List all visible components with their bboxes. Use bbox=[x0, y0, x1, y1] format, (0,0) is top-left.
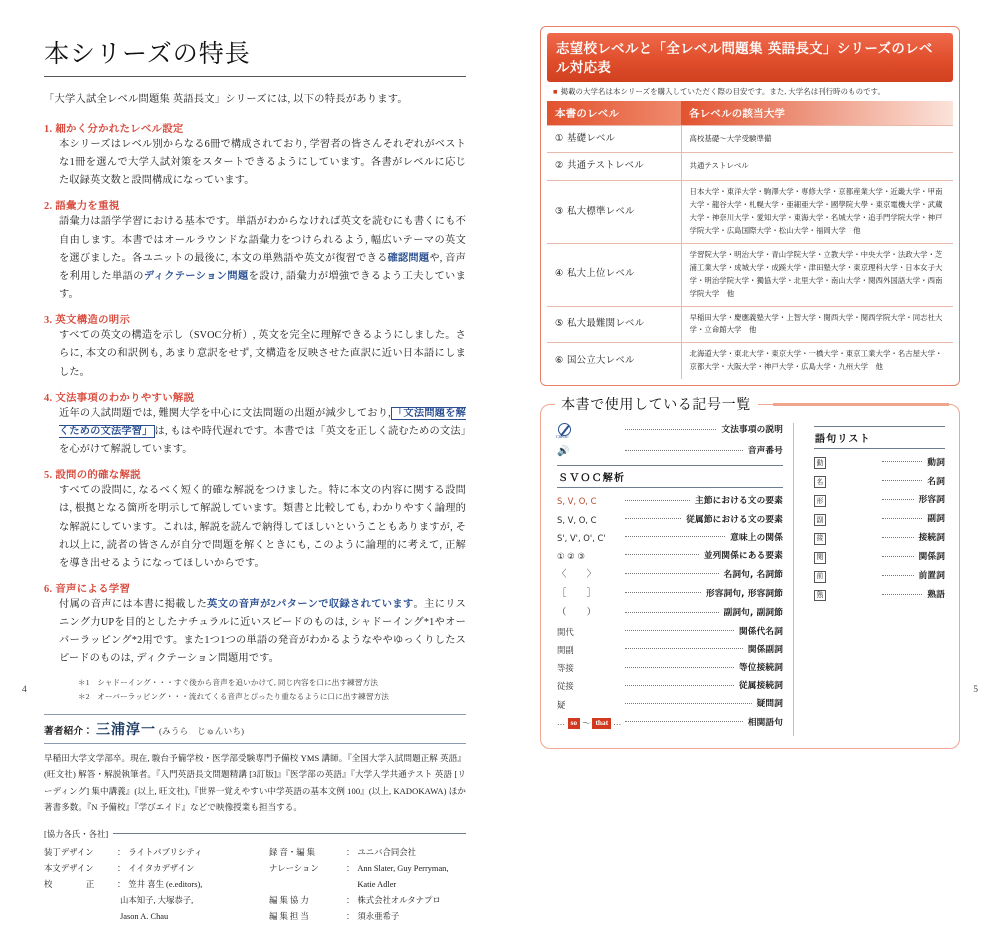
leader-dots bbox=[882, 480, 922, 481]
feature-4-body bbox=[44, 405, 466, 459]
leader-dots bbox=[625, 648, 743, 649]
credits-rule bbox=[113, 833, 466, 834]
svoc-key: S, V, O, C bbox=[557, 514, 597, 525]
vocab-value: 前置詞 bbox=[918, 571, 945, 582]
credit-value: 笠井 喜生 (e.editors), bbox=[128, 879, 203, 889]
feature-1-title: 細かく分かれたレベル設定 bbox=[55, 124, 184, 136]
credit-row bbox=[44, 861, 241, 877]
vocab-value: 動詞 bbox=[927, 457, 945, 468]
left-page bbox=[0, 0, 500, 921]
speaker-icon bbox=[557, 445, 623, 458]
page-number-left: 4 bbox=[22, 685, 27, 695]
feature-item-6 bbox=[44, 580, 466, 669]
feature-6-number: 6. bbox=[44, 583, 53, 595]
credits-columns bbox=[44, 845, 466, 925]
row-universities: 共通テストレベル bbox=[681, 153, 953, 180]
svoc-value: 意味上の関係 bbox=[730, 532, 783, 543]
footnote-2: ＊2 オーバーラッピング・・・流れてくる音声とぴったり重なるように口に出す練習方法 bbox=[78, 691, 389, 701]
correlative-prefix: … bbox=[557, 717, 566, 727]
leader-dots bbox=[625, 592, 701, 593]
kanji-box-icon: 動 bbox=[814, 457, 826, 469]
row-universities: 北海道大学・東北大学・東京大学・一橋大学・東京工業大学・名古屋大学・京都大学・大阪大学・神戸大学・広島大学・九州大学 他 bbox=[681, 343, 953, 379]
table-row bbox=[547, 243, 953, 306]
correlative-row bbox=[557, 718, 783, 729]
feature-item-3 bbox=[44, 311, 466, 381]
footnote-1: ＊1 シャドーイング・・・すぐ後から音声を追いかけて, 同じ内容を口に出す練習方法 bbox=[78, 677, 378, 687]
author-label: 著者紹介： bbox=[44, 725, 93, 737]
table-row bbox=[547, 180, 953, 243]
author-divider-bottom bbox=[44, 743, 466, 744]
svoc-value: 形容詞句, 形容詞節 bbox=[705, 588, 783, 599]
symbol-column-right bbox=[794, 423, 945, 735]
author-bio: 早稲田大学文学部卒。現在, 駿台予備学校・医学部受験専門予備校 YMS 講師。『全国大学入試問題正解 英語』(旺文社) 解答・解説執筆者。『入門英語長文問題精講 [3訂版]』『医学部の英語』『大学入学共通テスト 英語 [リーディング] 集中講義』(以上, 旺文社),『世界一覚えやすい中学英語の基本文例 100』(以上, KADOKAWA) ほか著書多数。『N 予備校』『学びエイド』などで映像授業も担当する。 bbox=[44, 752, 466, 813]
credit-row bbox=[44, 877, 241, 893]
vocab-row bbox=[814, 476, 945, 488]
speaker-glyph: 🔊 bbox=[557, 446, 570, 458]
svoc-row bbox=[557, 607, 783, 619]
level-note-text: 掲載の大学名は本シリーズを購入していただく際の目安です。また, 大学名は刊行時のものです。 bbox=[560, 87, 886, 96]
legend-value: 音声番号 bbox=[747, 446, 783, 457]
feature-1-number: 1. bbox=[44, 124, 53, 136]
credits-label: [協力各氏・各社] bbox=[44, 829, 109, 839]
leader-dots bbox=[882, 499, 914, 500]
leader-dots bbox=[625, 573, 719, 574]
feature-3-number: 3. bbox=[44, 315, 53, 327]
svoc-key: S', V', O', C' bbox=[557, 532, 606, 543]
legend-row-audio bbox=[557, 445, 783, 458]
correlative-suffix: … bbox=[613, 717, 622, 727]
feature-4-text-a: 近年の入試問題では, 難関大学を中心に文法問題の出題が減少しており, bbox=[59, 407, 391, 419]
leader-dots bbox=[625, 554, 699, 555]
row-level: ① 基礎レベル bbox=[547, 126, 681, 153]
svoc-row bbox=[557, 551, 783, 562]
symbol-column-left bbox=[557, 423, 794, 735]
svoc-value: 疑問詞 bbox=[756, 699, 783, 710]
feature-4-heading bbox=[44, 389, 466, 404]
level-table bbox=[547, 101, 953, 379]
legend-value: 文法事項の説明 bbox=[721, 425, 783, 436]
header-universities: 各レベルの該当大学 bbox=[681, 101, 953, 126]
feature-1-body: 本シリーズはレベル別からなる6冊で構成されており, 学習者の皆さんそれぞれがベストな1冊を選んで大学入試対策をスタートできるようにしています。各書がレベルに応じた収録英文数と設問構成になっています。 bbox=[59, 139, 466, 187]
svoc-key: 疑 bbox=[557, 699, 566, 710]
author-name: 三浦淳一 bbox=[95, 722, 156, 738]
leader-dots bbox=[625, 667, 734, 668]
leader-dots bbox=[625, 536, 725, 537]
feature-4-number: 4. bbox=[44, 392, 53, 404]
row-level: ⑤ 私大最難関レベル bbox=[547, 306, 681, 343]
correlative-tilde: ～ bbox=[582, 717, 591, 728]
credit-row bbox=[269, 893, 466, 909]
row-universities: 早稲田大学・慶應義塾大学・上智大学・関西大学・関西学院大学・同志社大学・立命館大学 他 bbox=[681, 306, 953, 343]
svoc-key: 〈 〉 bbox=[557, 569, 597, 581]
row-level: ④ 私大上位レベル bbox=[547, 243, 681, 306]
feature-6-text-b: 。主にリスニング力UPを目的としたナチュラルに近いスピードのものは, シャドーイング*1やオーバーラッピング*2用です。また1つ1つの単語の発音がわかるようなややゆっくりしたスピードのものは, ディクテーション問題用です。 bbox=[59, 598, 467, 665]
credit-value: ライトパブリシティ bbox=[128, 847, 203, 857]
svoc-value: 従属節における文の要素 bbox=[686, 514, 783, 525]
kanji-box-icon: 熟 bbox=[814, 590, 826, 602]
vocab-row bbox=[814, 514, 945, 526]
feature-2-number: 2. bbox=[44, 201, 53, 213]
svoc-row bbox=[557, 515, 783, 526]
check-circle-slash-icon bbox=[557, 423, 572, 438]
level-correspondence-card bbox=[540, 26, 960, 386]
feature-4-highlight: 「文法問題を解くための文法学習」 bbox=[59, 407, 466, 437]
svoc-key: 関代 bbox=[557, 626, 574, 637]
leader-dots bbox=[625, 500, 690, 501]
correlative-key bbox=[557, 718, 623, 729]
credit-key: 編 集 担 当 bbox=[269, 911, 309, 921]
vocab-mark bbox=[814, 514, 880, 526]
level-card-title: 志望校レベルと「全レベル問題集 英語長文」シリーズのレベル対応表 bbox=[547, 33, 953, 82]
author-section bbox=[44, 714, 466, 816]
credit-value: ユニバ合同会社 bbox=[357, 847, 416, 857]
feature-4-text-b: は, もはや時代遅れです。本書では「英文を正しく読むための文法」を心がけて解説しています。 bbox=[59, 425, 466, 456]
vocab-value: 副詞 bbox=[927, 514, 945, 525]
svoc-key: ［ ］ bbox=[557, 588, 597, 600]
vocab-mark bbox=[814, 476, 880, 488]
page-title: 本シリーズの特長 bbox=[44, 39, 251, 68]
credit-separator: ： bbox=[117, 847, 126, 857]
svoc-value: 等位接続詞 bbox=[739, 663, 783, 674]
leader-dots bbox=[882, 575, 914, 576]
lead-paragraph: 「大学入試全レベル問題集 英語長文」シリーズには, 以下の特長があります。 bbox=[44, 94, 408, 105]
feature-2-text-a: 語彙力は語学学習における基本です。単語がわからなければ英文を読むにも書くにも不自由します。本書ではオールラウンドな語彙力をつけられるよう, 幅広いテーマの英文を選びました。各ユニットの最後に, 本文の単熟語や英文が復習できる bbox=[59, 216, 466, 264]
vocab-row bbox=[814, 495, 945, 507]
author-heading bbox=[44, 719, 466, 739]
credit-key: 録 音・編 集 bbox=[269, 847, 316, 857]
credit-separator: ： bbox=[346, 911, 355, 921]
leader-dots bbox=[882, 594, 922, 595]
leader-dots bbox=[625, 685, 734, 686]
kanji-box-icon: 関 bbox=[814, 552, 826, 564]
svoc-row bbox=[557, 681, 783, 692]
feature-5-number: 5. bbox=[44, 470, 53, 482]
credits-section bbox=[44, 828, 466, 925]
row-universities: 高校基礎～大学受験準備 bbox=[681, 126, 953, 153]
svoc-value: 従属接続詞 bbox=[739, 681, 783, 692]
row-universities: 日本大学・東洋大学・駒澤大学・専修大学・京都産業大学・近畿大学・甲南大学・龍谷大学・札幌大学・亜細亜大学・國學院大學・東京電機大学・武蔵大学・神奈川大学・愛知大学・東海大学・名城大学・追手門学院大学・神戸学院大学・広島国際大学・松山大学・福岡大学 他 bbox=[681, 180, 953, 243]
credit-value: 山本知子, 大塚恭子, bbox=[120, 895, 194, 905]
vocab-mark bbox=[814, 571, 880, 583]
symbol-columns bbox=[557, 423, 945, 735]
feature-2-text-c: を設け, 語彙力が増強できるよう工夫しています。 bbox=[59, 270, 466, 301]
table-row bbox=[547, 126, 953, 153]
feature-5-body: すべての設問に, なるべく短く的確な解説をつけました。特に本文の内容に関する設問は, 根拠となる箇所を明示して解説しています。類書と比較しても, わかりやすく論理的な解説にしています。これは, 解説を読んで納得してほしいということもありますが, それ以上に, 読者の皆さんが自分で問題を解くときにも, このように論理的に考えて, 正解を導き出せるようになってほしいからです。 bbox=[59, 485, 466, 569]
svoc-value: 関係副詞 bbox=[747, 644, 783, 655]
feature-6-text-a: 付属の音声には本書に掲載した bbox=[59, 598, 208, 610]
leader-dots bbox=[625, 721, 743, 722]
leader-dots bbox=[625, 429, 716, 430]
page-number-right: 5 bbox=[973, 685, 978, 695]
feature-6-heading bbox=[44, 580, 466, 595]
svoc-row bbox=[557, 569, 783, 581]
svoc-key: （ ） bbox=[557, 607, 597, 619]
leader-dots bbox=[882, 461, 922, 462]
feature-item-1 bbox=[44, 120, 466, 190]
vocab-value: 接続詞 bbox=[918, 533, 945, 544]
credit-value: 株式会社オルタナプロ bbox=[357, 895, 441, 905]
feature-5-title: 設問の的確な解説 bbox=[55, 470, 141, 482]
svoc-key: 従接 bbox=[557, 681, 574, 692]
symbol-legend-card bbox=[540, 397, 960, 748]
feature-2-highlight-b: ディクテーション問題 bbox=[143, 270, 249, 282]
leader-dots bbox=[882, 518, 922, 519]
author-kana: (みうら じゅんいち) bbox=[158, 725, 245, 736]
correlative-value: 相関語句 bbox=[747, 717, 783, 728]
credit-separator: ： bbox=[346, 863, 355, 873]
credit-value: イイタカデザイン bbox=[128, 863, 195, 873]
correlative-tag-so: so bbox=[568, 718, 581, 729]
feature-6-highlight: 英文の音声が2パターンで収録されています bbox=[207, 598, 414, 610]
svoc-row bbox=[557, 627, 783, 638]
svoc-value: 並列関係にある要素 bbox=[703, 550, 783, 561]
feature-3-heading bbox=[44, 311, 466, 326]
credit-row bbox=[269, 861, 466, 893]
credit-separator: ： bbox=[346, 847, 355, 857]
symbol-title-rule bbox=[773, 403, 949, 405]
leader-dots bbox=[625, 703, 752, 704]
credit-row bbox=[44, 909, 241, 925]
check-caption: Check! bbox=[556, 433, 569, 439]
svoc-row bbox=[557, 588, 783, 600]
feature-2-title: 語彙力を重視 bbox=[55, 201, 120, 213]
level-card-note bbox=[547, 82, 953, 101]
correlative-tag-that: that bbox=[592, 718, 611, 729]
svoc-value: 主節における文の要素 bbox=[695, 496, 783, 507]
feature-1-heading bbox=[44, 120, 466, 135]
row-level: ③ 私大標準レベル bbox=[547, 180, 681, 243]
row-level: ⑥ 国公立大レベル bbox=[547, 343, 681, 379]
kanji-box-icon: 前 bbox=[814, 571, 826, 583]
kanji-box-icon: 名 bbox=[814, 476, 826, 488]
credits-heading bbox=[44, 828, 466, 840]
feature-3-body: すべての英文の構造を示し（SVOC分析）, 英文を完全に理解できるようにしました。さらに, 本文の和訳例も, あまり意訳をせず, 文構造を反映させた直訳に近い日本語にしました。 bbox=[59, 330, 466, 378]
level-table-head bbox=[547, 101, 953, 126]
vocab-row bbox=[814, 571, 945, 583]
svoc-row bbox=[557, 663, 783, 674]
svoc-key: 等接 bbox=[557, 663, 574, 674]
credit-key: 編 集 協 力 bbox=[269, 895, 309, 905]
title-divider bbox=[44, 76, 466, 77]
credit-row bbox=[269, 845, 466, 861]
credit-key: 校 正 bbox=[44, 879, 95, 889]
credit-row bbox=[44, 845, 241, 861]
vocab-mark bbox=[814, 533, 880, 545]
leader-dots bbox=[625, 612, 719, 613]
leader-dots bbox=[625, 630, 734, 631]
feature-2-text-b: や, 音声を利用した単語の bbox=[59, 252, 467, 282]
feature-6-title: 音声による学習 bbox=[55, 583, 131, 595]
credits-column-right bbox=[269, 845, 466, 925]
credit-key: 本文デザイン bbox=[44, 863, 94, 873]
table-row bbox=[547, 153, 953, 180]
row-universities: 学習院大学・明治大学・青山学院大学・立教大学・中央大学・法政大学・芝浦工業大学・成城大学・成蹊大学・津田塾大学・東京理科大学・日本女子大学・明治学院大学・獨協大学・北里大学・南山大学・関西外国語大学・西南学院大学 他 bbox=[681, 243, 953, 306]
leader-dots bbox=[625, 450, 743, 451]
author-divider-top bbox=[44, 714, 466, 715]
credit-row bbox=[269, 909, 466, 925]
credit-value: Jason A. Chau bbox=[120, 911, 169, 921]
vocab-row bbox=[814, 552, 945, 564]
credit-row bbox=[44, 893, 241, 909]
vocab-row bbox=[814, 590, 945, 602]
vocab-row bbox=[814, 457, 945, 469]
feature-4-title: 文法事項のわかりやすい解説 bbox=[55, 392, 195, 404]
leader-dots bbox=[882, 537, 914, 538]
credit-separator: ： bbox=[117, 879, 126, 889]
right-page bbox=[500, 0, 1000, 728]
symbol-card-title: 本書で使用している記号一覧 bbox=[555, 394, 758, 414]
feature-item-4 bbox=[44, 389, 466, 459]
vocab-mark bbox=[814, 590, 880, 602]
credit-value: Ann Slater, Guy Perryman, Katie Adler bbox=[357, 863, 449, 889]
credit-key: ナレーション bbox=[269, 863, 319, 873]
level-table-header-row bbox=[547, 101, 953, 126]
legend-row-grammar bbox=[557, 423, 783, 438]
credits-column-left bbox=[44, 845, 241, 925]
feature-5-heading bbox=[44, 466, 466, 481]
level-table-body bbox=[547, 126, 953, 380]
vocab-section-heading: 語句リスト bbox=[814, 426, 945, 449]
credit-key: 装丁デザイン bbox=[44, 847, 94, 857]
row-level: ② 共通テストレベル bbox=[547, 153, 681, 180]
credit-separator: ： bbox=[117, 863, 126, 873]
feature-2-body bbox=[44, 213, 466, 304]
feature-item-2 bbox=[44, 197, 466, 304]
vocab-mark bbox=[814, 457, 880, 469]
vocab-value: 熟語 bbox=[927, 589, 945, 600]
vocab-value: 名詞 bbox=[927, 476, 945, 487]
vocab-value: 形容詞 bbox=[918, 495, 945, 506]
kanji-box-icon: 接 bbox=[814, 533, 826, 545]
vocab-value: 関係詞 bbox=[918, 552, 945, 563]
svoc-section-heading: ＳＶＯＣ解析 bbox=[557, 465, 783, 488]
kanji-box-icon: 形 bbox=[814, 495, 826, 507]
svoc-value: 関係代名詞 bbox=[739, 626, 783, 637]
header-level: 本書のレベル bbox=[547, 101, 681, 126]
credit-separator: ： bbox=[346, 895, 355, 905]
credit-value: 須永亜希子 bbox=[357, 911, 400, 921]
feature-2-highlight-a: 確認問題 bbox=[387, 252, 430, 264]
svoc-key: 関副 bbox=[557, 644, 574, 655]
check-icon bbox=[557, 423, 623, 438]
feature-6-body bbox=[44, 596, 466, 669]
svoc-key: S, V, O, C bbox=[557, 496, 597, 507]
leader-dots bbox=[625, 518, 681, 519]
footnotes bbox=[44, 676, 466, 704]
table-row bbox=[547, 306, 953, 343]
vocab-mark bbox=[814, 495, 880, 507]
svoc-row bbox=[557, 645, 783, 656]
feature-item-5 bbox=[44, 466, 466, 573]
svoc-value: 名詞句, 名詞節 bbox=[723, 569, 783, 580]
svoc-key: ① ② ③ bbox=[557, 550, 585, 561]
table-row bbox=[547, 343, 953, 379]
svoc-row bbox=[557, 496, 783, 507]
vocab-row bbox=[814, 533, 945, 545]
feature-3-title: 英文構造の明示 bbox=[55, 315, 131, 327]
svoc-value: 副詞句, 副詞節 bbox=[723, 607, 783, 618]
svoc-row bbox=[557, 533, 783, 544]
leader-dots bbox=[882, 556, 914, 557]
vocab-mark bbox=[814, 552, 880, 564]
note-bullet-icon: ■ bbox=[553, 87, 558, 96]
feature-2-heading bbox=[44, 197, 466, 212]
kanji-box-icon: 副 bbox=[814, 514, 826, 526]
